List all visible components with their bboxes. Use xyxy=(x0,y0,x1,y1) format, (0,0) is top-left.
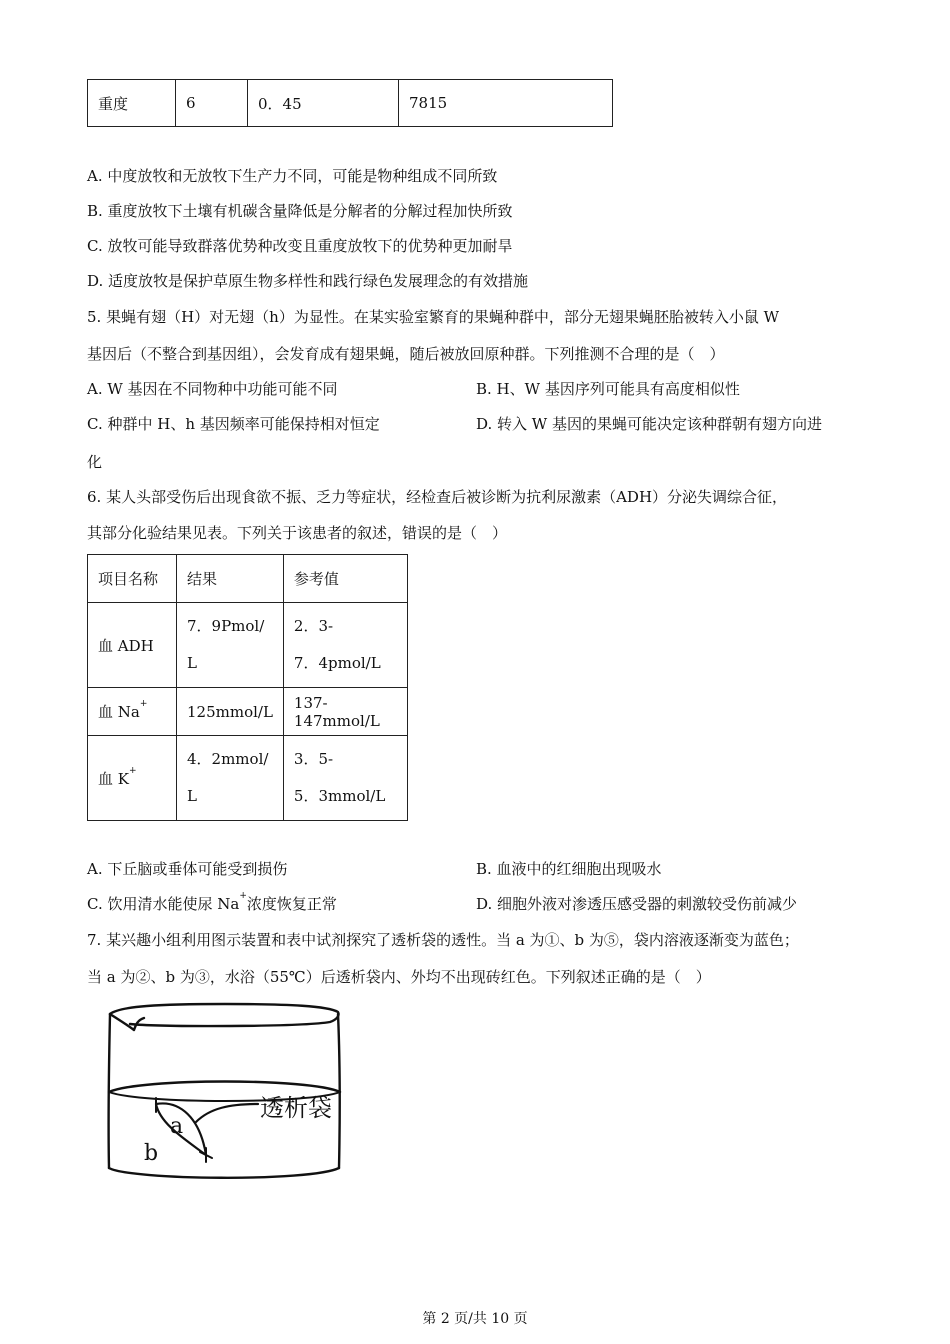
table-cell-item xyxy=(88,736,177,821)
table-cell: 重度 xyxy=(88,80,176,127)
result-line: L xyxy=(187,787,197,805)
item-label: 血 ADH xyxy=(98,636,154,655)
table-header-row xyxy=(88,555,408,603)
q5-option-a: A. W 基因在不同物种中功能可能不同 xyxy=(87,380,338,398)
superscript: + xyxy=(239,891,247,901)
table-cell-ref xyxy=(283,603,407,688)
ref-line: 5．3mmol/L xyxy=(293,787,386,805)
item-label: 血 K xyxy=(98,769,129,788)
table-cell: 6 xyxy=(176,80,248,127)
q6-option-d: D. 细胞外液对渗透压感受器的刺激较受伤前减少 xyxy=(476,895,798,913)
beaker-figure xyxy=(100,1000,370,1185)
q6-lab-table xyxy=(87,554,408,821)
ref-line: 7．4pmol/L xyxy=(293,654,381,672)
q5-option-d: D. 转入 W 基因的果蝇可能决定该种群朝有翅方向进 xyxy=(476,415,822,433)
q4-option-a: A. 中度放牧和无放牧下生产力不同，可能是物种组成不同所致 xyxy=(87,167,498,185)
ref-line: 2．3- xyxy=(293,617,334,635)
table-cell-ref xyxy=(283,736,407,821)
label-a: a xyxy=(170,1114,184,1139)
bag-tie-bottom xyxy=(200,1148,212,1162)
liquid-surface xyxy=(109,1082,340,1093)
table-header-cell: 参考值 xyxy=(283,555,407,603)
result-line: L xyxy=(187,654,197,672)
q4-option-b: B. 重度放牧下土壤有机碳含量降低是分解者的分解过程加快所致 xyxy=(87,202,513,220)
table-row xyxy=(88,688,408,736)
item-label: 血 Na xyxy=(98,703,140,721)
result-line: 7．9Pmol/ xyxy=(187,617,265,635)
ref-line: 3．5- xyxy=(293,750,334,768)
q6-option-c xyxy=(87,893,337,914)
label-bag: 透析袋 xyxy=(260,1094,332,1122)
label-pointer xyxy=(196,1104,258,1122)
table-cell-result xyxy=(177,736,284,821)
q6-option-b: B. 血液中的红细胞出现吸水 xyxy=(476,860,662,878)
superscript: + xyxy=(139,699,148,709)
table-cell: 7815 xyxy=(399,80,613,127)
option-text: 浓度恢复正常 xyxy=(246,895,337,913)
q6-stem-line2: 其部分化验结果见表。下列关于该患者的叙述，错误的是（ ） xyxy=(87,524,508,542)
q6-stem-line1: 6. 某人头部受伤后出现食欲不振、乏力等症状，经检查后被诊断为抗利尿激素（ADH）分泌失调综合征， xyxy=(87,488,788,506)
beaker-bottom xyxy=(109,1168,339,1178)
table-row xyxy=(88,80,613,127)
result-line: 4．2mmol/ xyxy=(187,750,269,768)
q5-stem-line2: 基因后（不整合到基因组），会发育成有翅果蝇，随后被放回原种群。下列推测不合理的是（ ） xyxy=(87,345,725,363)
table-cell: 0．45 xyxy=(248,80,399,127)
q6-option-a: A. 下丘脑或垂体可能受到损伤 xyxy=(87,860,288,878)
q5-stem-line1: 5. 果蝇有翅（H）对无翅（h）为显性。在某实验室繁育的果蝇种群中，部分无翅果蝇胚胎被转入小鼠 W xyxy=(87,308,780,326)
beaker-rim xyxy=(110,1004,339,1026)
q5-option-c: C. 种群中 H、h 基因频率可能保持相对恒定 xyxy=(87,415,380,433)
q5-option-b: B. H、W 基因序列可能具有高度相似性 xyxy=(476,380,740,398)
q4-option-d: D. 适度放牧是保护草原生物多样性和践行绿色发展理念的有效措施 xyxy=(87,272,529,290)
option-text: C. 饮用清水能使尿 Na xyxy=(87,895,240,913)
table-cell-item xyxy=(88,688,177,736)
table-cell-result: 125mmol/L xyxy=(177,688,284,736)
table-cell-ref: 137-147mmol/L xyxy=(283,688,407,736)
q7-stem-line2: 当 a 为②、b 为③，水浴（55℃）后透析袋内、外均不出现砖红色。下列叙述正确的是（ ） xyxy=(87,968,711,986)
q7-stem-line1: 7. 某兴趣小组利用图示装置和表中试剂探究了透析袋的透性。当 a 为①、b 为⑤，袋内溶液逐渐变为蓝色； xyxy=(87,931,799,949)
top-table xyxy=(87,79,613,127)
table-cell-result xyxy=(177,603,284,688)
table-row xyxy=(88,603,408,688)
beaker-spout xyxy=(110,1014,144,1030)
table-header-cell: 结果 xyxy=(177,555,284,603)
page-number: 第 2 页/共 10 页 xyxy=(422,1311,528,1327)
superscript: + xyxy=(128,765,137,776)
label-b: b xyxy=(144,1141,159,1166)
table-cell-item xyxy=(88,603,177,688)
q5-option-d-cont: 化 xyxy=(87,453,103,471)
table-header-cell: 项目名称 xyxy=(88,555,177,603)
table-row xyxy=(88,736,408,821)
q4-option-c: C. 放牧可能导致群落优势种改变且重度放牧下的优势种更加耐旱 xyxy=(87,237,513,255)
